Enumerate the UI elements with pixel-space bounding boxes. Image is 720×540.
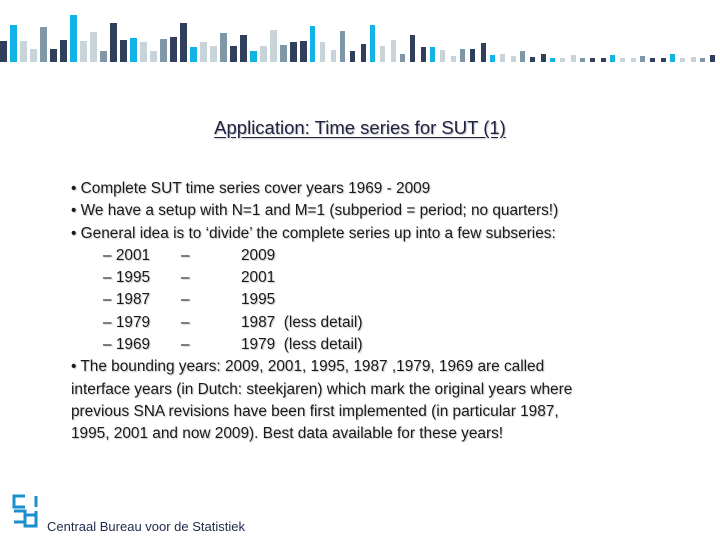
- header-bar: [290, 42, 297, 62]
- header-bar: [130, 38, 137, 62]
- header-bar: [640, 56, 645, 62]
- header-bar: [520, 51, 525, 62]
- footer-organization: Centraal Bureau voor de Statistiek: [47, 519, 245, 534]
- header-bar: [60, 40, 67, 62]
- header-bar: [650, 58, 655, 62]
- header-bar: [80, 41, 87, 62]
- header-bar: [110, 23, 117, 62]
- header-bar: [361, 44, 366, 62]
- header-bar: [430, 47, 435, 62]
- header-bar: [530, 57, 535, 62]
- header-bar: [120, 40, 127, 62]
- header-bar: [170, 37, 177, 62]
- header-bar: [160, 39, 167, 62]
- header-bar: [710, 55, 715, 62]
- header-bar: [90, 32, 97, 62]
- header-bar: [631, 58, 636, 62]
- header-bar: [30, 49, 37, 62]
- slide-title: Application: Time series for SUT (1): [214, 117, 506, 138]
- bullet-item: • Complete SUT time series cover years 1969 - 2009: [71, 180, 431, 197]
- header-bar: [20, 41, 27, 62]
- header-bar: [210, 46, 217, 62]
- header-bar: [511, 56, 516, 62]
- header-bar: [300, 41, 307, 62]
- header-bar: [580, 58, 585, 62]
- header-bar: [590, 58, 595, 62]
- header-bar: [180, 23, 187, 62]
- header-bar: [340, 31, 345, 62]
- cbs-logo-icon: [8, 492, 42, 532]
- header-bar: [0, 41, 7, 62]
- subseries-item: – 1987 – 1995: [103, 291, 276, 309]
- header-bar: [391, 40, 396, 62]
- header-bar: [670, 54, 675, 62]
- header-bar: [410, 35, 415, 62]
- header-bar: [481, 43, 486, 62]
- bullet-item: • We have a setup with N=1 and M=1 (subperiod = period; no quarters!): [71, 202, 559, 220]
- header-bar: [350, 51, 355, 62]
- header-bar: [470, 49, 475, 62]
- header-bar: [331, 50, 336, 62]
- header-bar: [541, 54, 546, 62]
- header-bar: [200, 42, 207, 62]
- header-bar: [451, 56, 456, 62]
- header-bar: [70, 15, 77, 62]
- bullet-item-continued: previous SNA revisions have been first implemented (in particular 1987,: [71, 402, 559, 420]
- header-bar: [571, 55, 576, 62]
- header-bar: [270, 30, 277, 62]
- header-bar: [460, 49, 465, 62]
- header-bar: [190, 47, 197, 62]
- slide-body: [71, 178, 671, 446]
- bullet-item-continued: interface years (in Dutch: steekjaren) which mark the original years where: [71, 380, 573, 398]
- header-bar: [700, 58, 705, 62]
- header-bar: [140, 42, 147, 62]
- header-bar: [40, 27, 47, 62]
- header-bar: [150, 51, 157, 62]
- header-bar: [440, 50, 445, 62]
- subseries-item: – 2001 – 2009: [103, 246, 276, 264]
- header-bar: [661, 58, 666, 62]
- header-bar: [260, 46, 267, 62]
- header-bar: [230, 46, 237, 62]
- bullet-item: • The bounding years: 2009, 2001, 1995, 1987 ,1979, 1969 are called: [71, 358, 545, 376]
- header-bar: [620, 58, 625, 62]
- header-bar: [691, 57, 696, 62]
- header-bar: [100, 51, 107, 62]
- subseries-item: – 1969 – 1979 (less detail): [103, 336, 363, 354]
- header-bar: [610, 55, 615, 62]
- header-bar: [560, 58, 565, 62]
- header-bar: [310, 26, 315, 62]
- header-bar-pattern: [0, 0, 720, 64]
- header-bar: [421, 47, 426, 62]
- subseries-item: – 1995 – 2001: [103, 269, 276, 287]
- header-bar: [400, 54, 405, 62]
- header-bar: [601, 58, 606, 62]
- bullet-item-continued: 1995, 2001 and now 2009). Best data available for these years!: [71, 425, 504, 443]
- subseries-item: – 1979 – 1987 (less detail): [103, 313, 363, 331]
- header-bar: [380, 46, 385, 62]
- header-bar: [490, 55, 495, 62]
- header-bar: [500, 54, 505, 62]
- header-bar: [50, 49, 57, 62]
- header-bar: [10, 25, 17, 62]
- header-bar: [550, 58, 555, 62]
- header-bar: [320, 42, 325, 62]
- header-bar: [370, 25, 375, 62]
- header-bar: [280, 45, 287, 62]
- bullet-item: • General idea is to ‘divide’ the complete series up into a few subseries:: [71, 224, 556, 242]
- header-bar: [250, 51, 257, 62]
- header-bar: [680, 58, 685, 62]
- header-bar: [220, 33, 227, 62]
- header-bar: [240, 35, 247, 62]
